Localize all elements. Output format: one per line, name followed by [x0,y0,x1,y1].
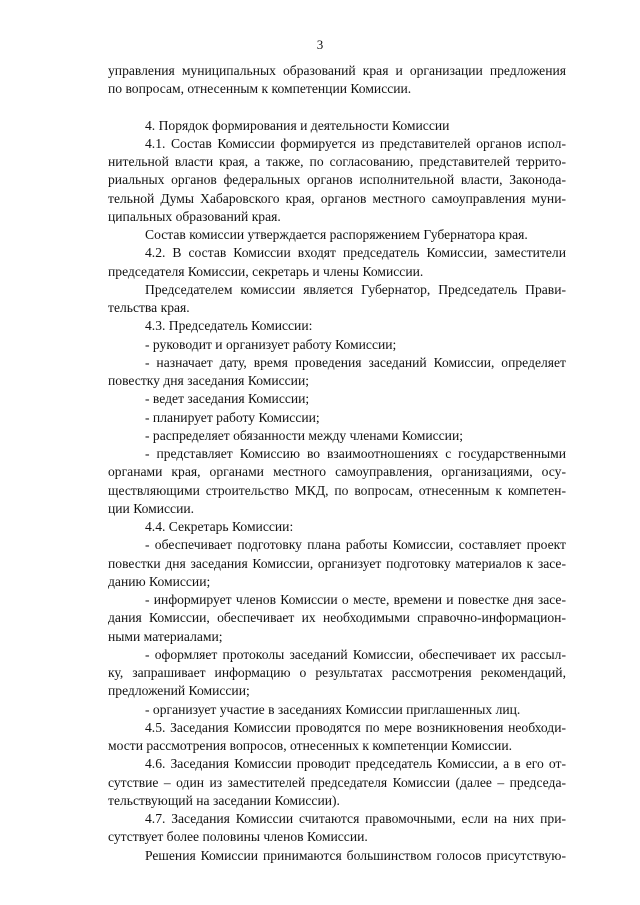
text-line: 4.5. Заседания Комиссии проводятся по мере возникновения необходи- [145,719,566,735]
text-line: 4.4. Секретарь Комиссии: [145,519,294,534]
section-paragraphs [108,135,566,865]
text-line: - информирует членов Комиссии о месте, времени и повестке дня засе- [145,592,566,607]
paragraph [108,847,566,865]
paragraph [108,719,566,756]
text-line: нительной власти края, а также, по согласованию, представителей террито- [108,154,566,169]
text-line: - обеспечивает подготовку плана работы Комиссии, составляет проект [145,537,566,553]
paragraph [108,646,566,701]
text-line: повестки дня заседания Комиссии, организует подготовку материалов к засе- [108,555,566,571]
paragraph [108,445,566,518]
paragraph [108,317,566,335]
text-line: ции Комиссии. [108,500,195,516]
paragraph [108,281,566,318]
text-line: Состав комиссии утверждается распоряжением Губернатора края. [145,227,528,242]
text-line: 4.2. В состав Комиссии входят председатель Комиссии, заместители [145,245,566,261]
paragraph [108,336,566,354]
text-line: - организует участие в заседаниях Комиссии приглашенных лиц. [145,701,521,717]
text-line: ципальных образований края. [108,208,281,224]
paragraph [108,810,566,847]
text-line: - назначает дату, время проведения заседаний Комиссии, определяет [145,354,566,370]
text-line: 4.1. Состав Комиссии формируется из представителей органов испол- [145,135,566,151]
text-line: сутствует более половины членов Комиссии. [108,829,368,845]
text-line: 4.3. Председатель Комиссии: [145,318,313,334]
text-line: ку, запрашивает информацию о результатах рассмотрения рекомендаций, [108,665,566,680]
text-line: органами края, органами местного самоуправления, организациями, осу- [108,464,566,480]
text-line: тельства края. [108,300,190,315]
text-line: повестку дня заседания Комиссии; [108,373,310,388]
paragraph [108,755,566,810]
text-line: дания Комиссии, обеспечивает их необходимыми справочно-информацион- [108,610,566,626]
paragraph [108,409,566,427]
text-line: предложений Комиссии; [108,683,250,699]
text-line: 4.7. Заседания Комиссии считаются правомочными, если на них при- [145,811,566,826]
paragraph [108,354,566,391]
text-line: сутствие – один из заместителей председателя Комиссии (далее – председа- [108,774,566,790]
text-line: председателя Комиссии, секретарь и члены Комиссии. [108,263,424,279]
text-line: управления муниципальных образований края и организации предложения [108,63,566,78]
paragraph [108,536,566,591]
text-line: данию Комиссии; [108,573,211,589]
text-line: Председателем комиссии является Губернатор, Председатель Прави- [145,281,566,297]
text-line: тельной Думы Хабаровского края, органов местного самоуправления муни- [108,190,566,206]
paragraph [108,701,566,719]
intro-paragraph [108,62,566,99]
document-body [108,62,566,865]
paragraph [108,244,566,281]
text-line: ществляющими строительство МКД, по вопросам, отнесенным к компетен- [108,482,566,498]
text-line: - руководит и организует работу Комиссии; [145,336,397,352]
text-line: - планирует работу Комиссии; [145,409,320,425]
text-line: - ведет заседания Комиссии; [145,391,310,407]
paragraph [108,226,566,244]
paragraph [108,427,566,445]
text-line: - представляет Комиссию во взаимоотношениях с государственными [145,446,566,461]
text-line: 4.6. Заседания Комиссии проводит председатель Комиссии, а в его от- [145,756,566,772]
paragraph [108,518,566,536]
section-heading: 4. Порядок формирования и деятельности Комиссии [145,117,450,133]
paragraph [108,135,566,226]
page-number: 3 [316,37,324,52]
text-line: риальных органов федеральных органов исполнительной власти, Законода- [108,172,566,188]
text-line: тельствующий на заседании Комиссии). [108,792,340,808]
text-line: по вопросам, отнесенным к компетенции Комиссии. [108,81,412,97]
text-line: ными материалами; [108,628,223,644]
text-line: мости рассмотрения вопросов, отнесенных к компетенции Комиссии. [108,738,512,753]
paragraph [108,591,566,646]
text-line: - оформляет протоколы заседаний Комиссии, обеспечивает их рассыл- [145,646,566,662]
text-line: Решения Комиссии принимаются большинством голосов присутствую- [145,847,566,863]
paragraph [108,390,566,408]
section-spacer [108,99,566,117]
text-line: - распределяет обязанности между членами Комиссии; [145,427,464,443]
